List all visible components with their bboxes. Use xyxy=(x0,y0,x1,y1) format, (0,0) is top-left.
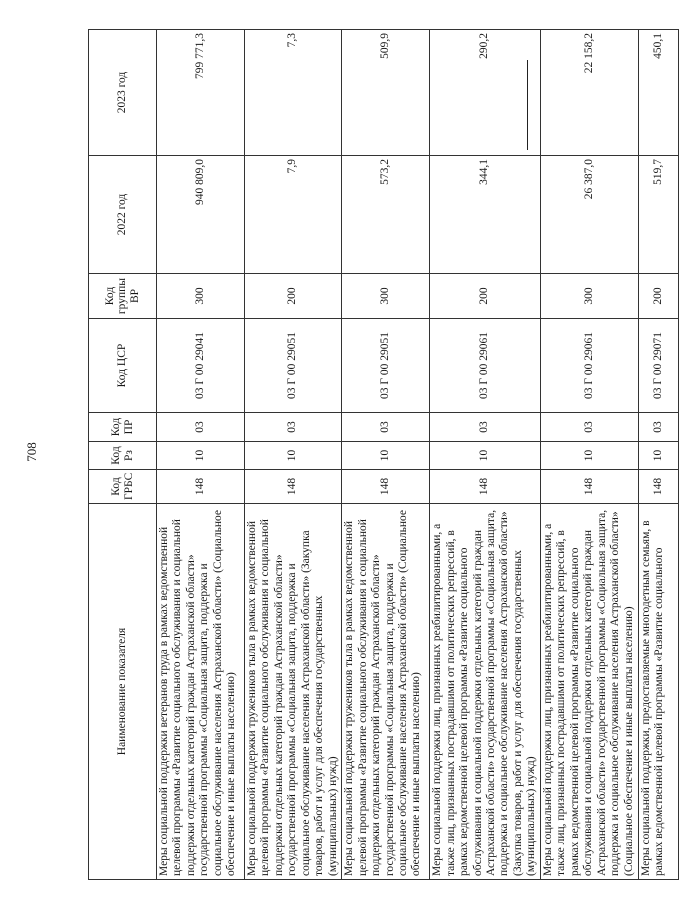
header-name: Наименование показателя xyxy=(89,504,157,880)
row-2022: 26 387,0 xyxy=(540,156,638,274)
row-pr: 03 xyxy=(430,413,541,442)
row-vr: 200 xyxy=(638,274,678,319)
row-pr: 03 xyxy=(638,413,678,442)
row-pr: 03 xyxy=(157,413,245,442)
row-csr: 03 Г 00 29051 xyxy=(245,319,342,413)
row-grbs: 148 xyxy=(245,470,342,504)
header-pr: Код ПР xyxy=(89,413,157,442)
row-pr: 03 xyxy=(245,413,342,442)
row-csr: 03 Г 00 29051 xyxy=(342,319,430,413)
row-rz: 10 xyxy=(540,442,638,470)
table-row xyxy=(342,30,430,880)
row-csr: 03 Г 00 29061 xyxy=(540,319,638,413)
page-edge-rule xyxy=(527,60,528,150)
row-name: Меры социальной поддержки тружеников тыла в рамках ведомственной целевой программы «Развитие социального обслуживания и социальной поддержки отдельных категорий граждан Астраханской области» государственной программы «Социальная защита, поддержка и социальное обслуживание населения Астраханской области» (Закупка товаров, работ и услуг для обеспечения государственных (муниципальных) нужд) xyxy=(245,504,342,880)
header-vr: Код группы ВР xyxy=(89,274,157,319)
row-grbs: 148 xyxy=(342,470,430,504)
row-name: Меры социальной поддержки лиц, признанных реабилитированными, а также лиц, признанных пострадавшими от политических репрессий, в рамках ведомственной целевой программы «Развитие социального обслуживания и социальной поддержки отдельных категорий граждан Астраханской области» государственной программы «Социальная защита, поддержка и социальное обслуживание населения Астраханской области» (Закупка товаров, работ и услуг для обеспечения государственных (муниципальных) нужд) xyxy=(430,504,541,880)
table-row xyxy=(245,30,342,880)
row-rz: 10 xyxy=(342,442,430,470)
table-row xyxy=(157,30,245,880)
row-pr: 03 xyxy=(342,413,430,442)
page-number: 708 xyxy=(24,442,39,462)
table-row xyxy=(540,30,638,880)
header-rz: Код Рз xyxy=(89,442,157,470)
row-rz: 10 xyxy=(430,442,541,470)
row-rz: 10 xyxy=(245,442,342,470)
row-grbs: 148 xyxy=(157,470,245,504)
row-name: Меры социальной поддержки лиц, признанных реабилитированными, а также лиц, признанных пострадавшими от политических репрессий, в рамках ведомственной целевой программы «Развитие социального обслуживания и социальной поддержки отдельных категорий граждан Астраханской области» государственной программы «Социальная защита, поддержка и социальное обслуживание населения Астраханской области» (Социальное обеспечение и иные выплаты населению) xyxy=(540,504,638,880)
row-2023: 509,9 xyxy=(342,30,430,156)
row-2023: 7,3 xyxy=(245,30,342,156)
row-2022: 344,1 xyxy=(430,156,541,274)
row-vr: 300 xyxy=(540,274,638,319)
row-2022: 519,7 xyxy=(638,156,678,274)
table-row xyxy=(430,30,541,880)
row-grbs: 148 xyxy=(540,470,638,504)
row-vr: 300 xyxy=(157,274,245,319)
rotated-table-container xyxy=(88,30,666,880)
row-2023: 22 158,2 xyxy=(540,30,638,156)
row-2022: 7,9 xyxy=(245,156,342,274)
row-csr: 03 Г 00 29071 xyxy=(638,319,678,413)
row-vr: 200 xyxy=(430,274,541,319)
row-csr: 03 Г 00 29061 xyxy=(430,319,541,413)
row-rz: 10 xyxy=(638,442,678,470)
header-2023: 2023 год xyxy=(89,30,157,156)
row-vr: 200 xyxy=(245,274,342,319)
row-grbs: 148 xyxy=(430,470,541,504)
header-2022: 2022 год xyxy=(89,156,157,274)
row-vr: 300 xyxy=(342,274,430,319)
row-2023: 799 771,3 xyxy=(157,30,245,156)
header-csr: Код ЦСР xyxy=(89,319,157,413)
table-header-row xyxy=(89,30,157,880)
row-pr: 03 xyxy=(540,413,638,442)
row-name: Меры социальной поддержки, предоставляемые многодетным семьям, в рамках ведомственной целевой программы «Развитие социального xyxy=(638,504,678,880)
row-name: Меры социальной поддержки ветеранов труда в рамках ведомственной целевой программы «Развитие социального обслуживания и социальной поддержки отдельных категорий граждан Астраханской области» государственной программы «Социальная защита, поддержка и социальное обслуживание населения Астраханской области» (Социальное обеспечение и иные выплаты населению) xyxy=(157,504,245,880)
row-2022: 940 809,0 xyxy=(157,156,245,274)
table-row xyxy=(638,30,678,880)
budget-table xyxy=(88,29,679,880)
row-2022: 573,2 xyxy=(342,156,430,274)
row-grbs: 148 xyxy=(638,470,678,504)
header-grbs: Код ГРБС xyxy=(89,470,157,504)
row-name: Меры социальной поддержки тружеников тыла в рамках ведомственной целевой программы «Развитие социального обслуживания и социальной поддержки отдельных категорий граждан Астраханской области» государственной программы «Социальная защита, поддержка и социальное обслуживание населения Астраханской области» (Социальное обеспечение и иные выплаты населению) xyxy=(342,504,430,880)
row-2023: 450,1 xyxy=(638,30,678,156)
row-csr: 03 Г 00 29041 xyxy=(157,319,245,413)
row-2023: 290,2 xyxy=(430,30,541,156)
row-rz: 10 xyxy=(157,442,245,470)
